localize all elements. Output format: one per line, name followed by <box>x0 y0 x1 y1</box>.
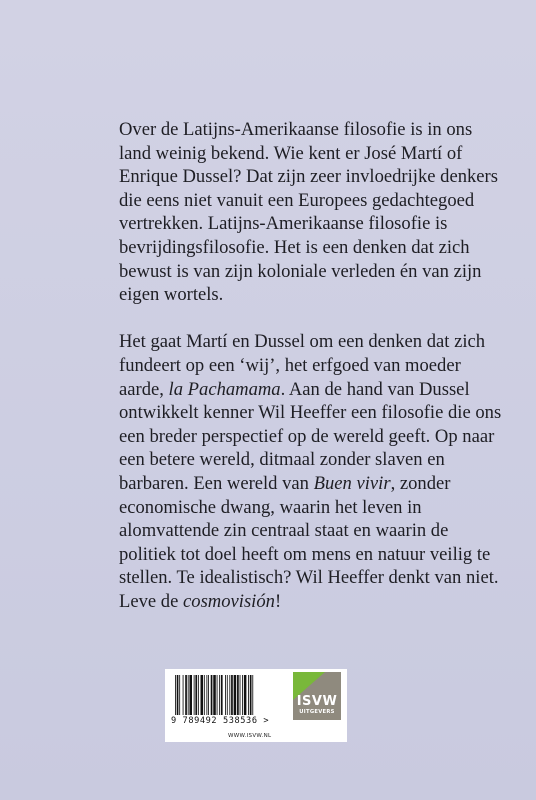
barcode-bar <box>188 675 189 715</box>
barcode-bar <box>225 675 226 715</box>
barcode-bar <box>242 675 243 715</box>
barcode-bar <box>248 675 249 715</box>
barcode-bar <box>234 675 237 715</box>
text-line: alomvattende zin centraal staat en waarin de <box>119 520 449 542</box>
barcode-bar <box>206 675 207 715</box>
blurb-paragraph-1 <box>119 118 499 307</box>
barcode-bar <box>213 675 216 715</box>
isbn-number <box>171 716 295 726</box>
barcode-bar <box>183 675 184 715</box>
publisher-website: WWW.ISVW.NL <box>228 733 272 739</box>
barcode-bar <box>185 675 187 715</box>
text-segment: barbaren. Een wereld van <box>119 472 314 494</box>
barcode-bar <box>229 675 230 715</box>
text-line: een betere wereld, ditmaal zonder slaven en <box>119 449 445 471</box>
barcode-bar <box>221 675 223 715</box>
italic-term: la Pachamama <box>168 378 281 400</box>
publisher-logo <box>293 672 341 720</box>
barcode-icon <box>174 675 290 715</box>
text-segment: . Aan de hand van Dussel <box>280 378 470 400</box>
text-line: Het gaat Martí en Dussel om een denken dat zich <box>119 331 486 353</box>
text-line: economische dwang, waarin het leven in <box>119 496 422 518</box>
barcode-bar <box>208 675 209 715</box>
text-line: land weinig bekend. Wie kent er José Martí of <box>119 142 463 164</box>
text-line: bevrijdingsfilosofie. Het is een denken dat zich <box>119 236 470 258</box>
barcode-bar <box>189 675 192 715</box>
barcode-bar <box>217 675 218 715</box>
barcode-bar <box>219 675 220 715</box>
barcode-bar <box>231 675 233 715</box>
barcode-bar <box>195 675 197 715</box>
text-line: vertrekken. Latijns-Amerikaanse filosofie is <box>119 213 448 235</box>
text-line: bewust is van zijn koloniale verleden én van zijn <box>119 260 482 282</box>
italic-term: cosmovisión <box>183 590 275 612</box>
barcode-bar <box>240 675 241 715</box>
barcode-bar <box>204 675 205 715</box>
text-line <box>119 472 499 496</box>
barcode-bar <box>244 675 247 715</box>
barcode-bar <box>211 675 213 715</box>
isbn-digits: 9 789492 538536 <box>171 716 258 726</box>
text-line: fundeert op een ‘wij’, het erfgoed van moeder <box>119 354 461 376</box>
text-segment: ! <box>274 590 282 612</box>
text-line: politiek tot doel heeft om mens en natuur veilig te <box>119 543 491 565</box>
barcode-bar <box>227 675 228 715</box>
italic-term: Buen vivir <box>313 472 391 494</box>
text-line: Over de Latijns-Amerikaanse filosofie is in ons <box>119 119 473 140</box>
text-line: stellen. Te idealistisch? Wil Heeffer denkt van niet. <box>119 567 499 589</box>
text-line: Enrique Dussel? Dat zijn zeer invloedrijke denkers <box>119 166 498 188</box>
blurb-text <box>119 118 502 637</box>
logo-name: ISVW <box>296 694 338 709</box>
text-line: die eens niet vanuit een Europees gedachtegoed <box>119 189 475 211</box>
barcode-bar <box>179 675 180 715</box>
barcode-bar <box>250 675 252 715</box>
barcode-bar <box>175 675 176 715</box>
text-line: ontwikkelt kenner Wil Heeffer een filosofie die ons <box>119 402 502 424</box>
barcode-bar <box>194 675 195 715</box>
barcode-marker: > <box>263 716 270 726</box>
text-line <box>119 590 499 614</box>
text-segment: Leve de <box>119 590 184 612</box>
text-segment: , zonder <box>390 472 451 494</box>
text-line: eigen wortels. <box>119 284 224 306</box>
text-line <box>119 378 499 402</box>
blurb-paragraph-2 <box>119 330 502 613</box>
barcode-bar <box>198 675 199 715</box>
text-line: een breder perspectief op de wereld geeft. Op naar <box>119 425 495 447</box>
text-segment: aarde, <box>119 378 169 400</box>
barcode-bar <box>252 675 253 715</box>
logo-subtitle: UITGEVERS <box>299 709 335 715</box>
barcode-bar <box>237 675 239 715</box>
barcode-bar <box>177 675 179 715</box>
barcode-bar <box>201 675 204 715</box>
